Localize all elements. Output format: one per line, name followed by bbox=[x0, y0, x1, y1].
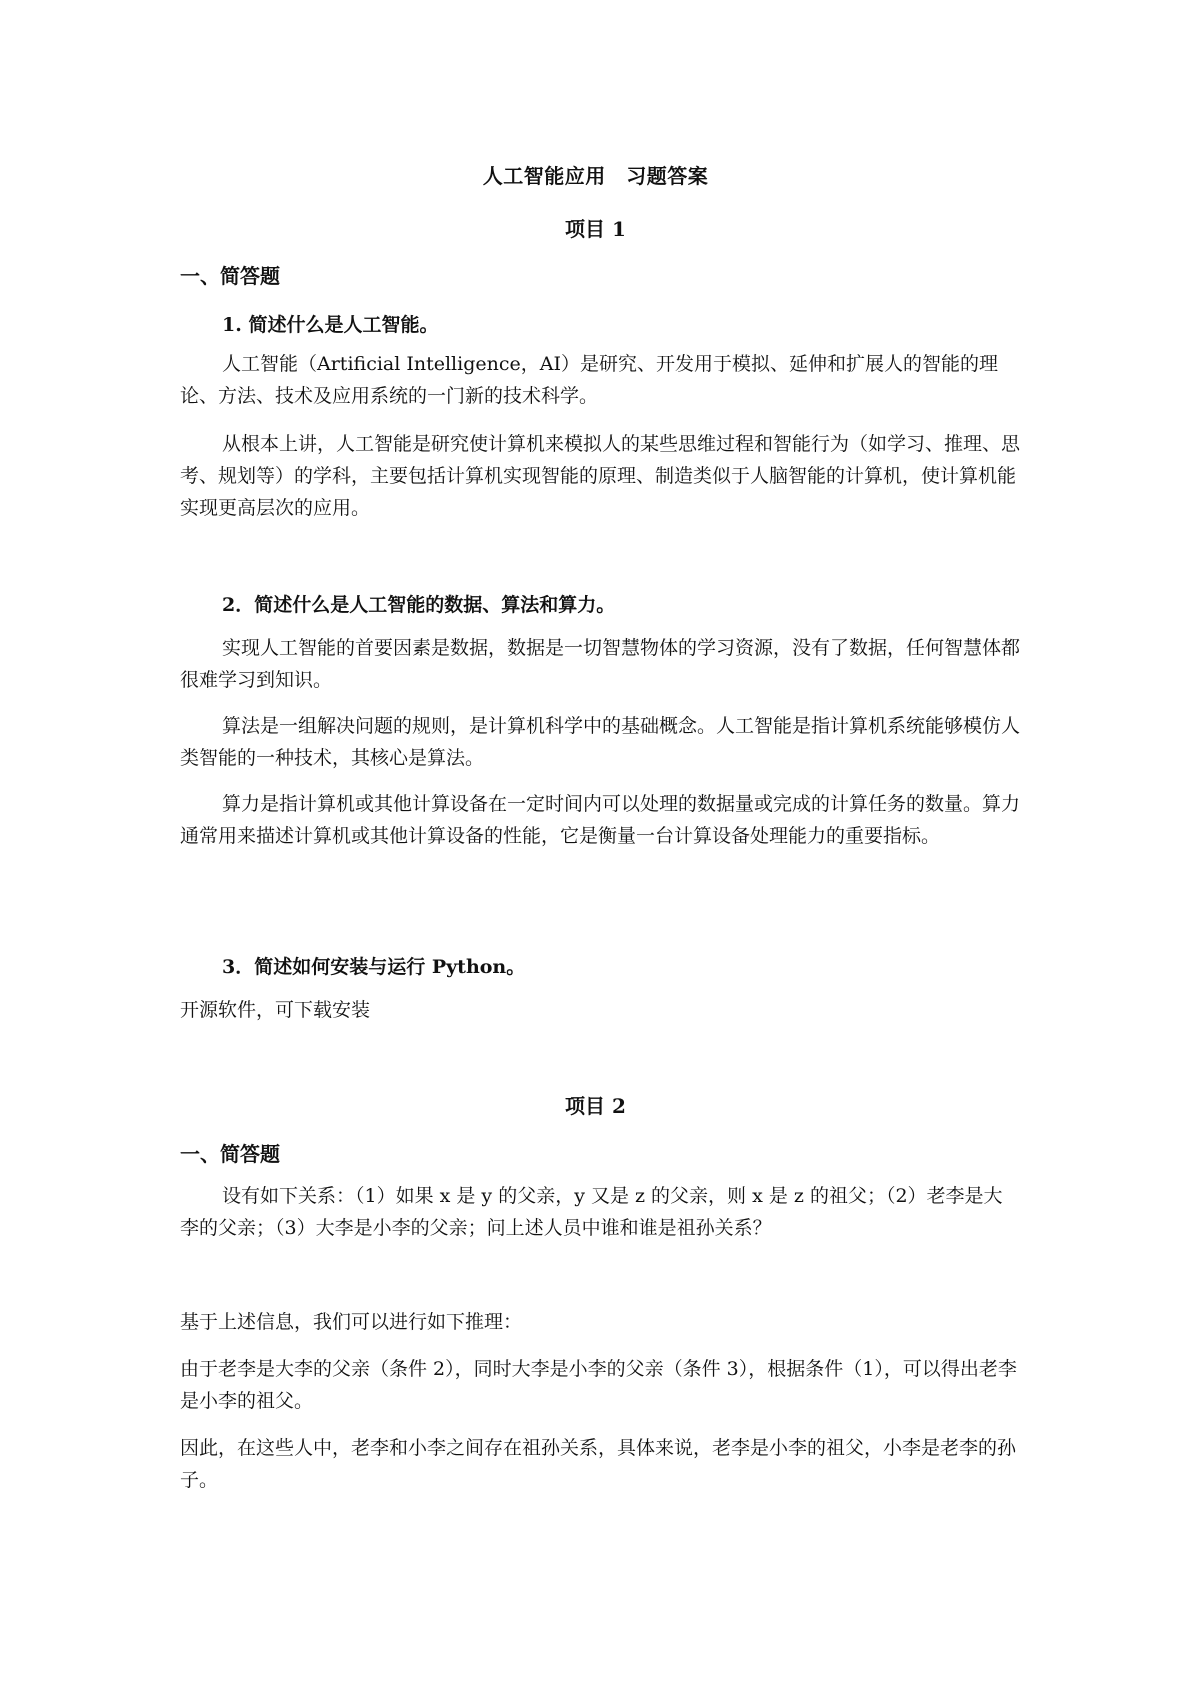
project-2-answer-paragraph: 因此，在这些人中，老李和小李之间存在祖孙关系，具体来说，老李是小李的祖父，小李是老李的孙子。 bbox=[180, 1437, 1017, 1491]
question-3-title: 3．简述如何安装与运行 Python。 bbox=[222, 956, 526, 978]
document-title: 人工智能应用 习题答案 bbox=[482, 164, 709, 188]
question-1-answer-paragraph: 人工智能（Artificial Intelligence，AI）是研究、开发用于模拟、延伸和扩展人的智能的理论、方法、技术及应用系统的一门新的技术科学。 bbox=[180, 353, 998, 407]
question-2-title: 2．简述什么是人工智能的数据、算法和算力。 bbox=[222, 594, 616, 616]
question-3-answer: 开源软件，可下载安装 bbox=[180, 999, 371, 1021]
question-2-answer-paragraph: 算法是一组解决问题的规则，是计算机科学中的基础概念。人工智能是指计算机系统能够模仿人类智能的一种技术，其核心是算法。 bbox=[180, 715, 1021, 769]
project-1-section-heading: 一、简答题 bbox=[180, 264, 280, 288]
project-2-question: 设有如下关系：（1）如果 x 是 y 的父亲，y 又是 z 的父亲，则 x 是 z 的祖父；（2）老李是大李的父亲；（3）大李是小李的父亲；问上述人员中谁和谁是祖孙关系？ bbox=[180, 1185, 1003, 1239]
question-2-answer-paragraph: 算力是指计算机或其他计算设备在一定时间内可以处理的数据量或完成的计算任务的数量。算力通常用来描述计算机或其他计算设备的性能，它是衡量一台计算设备处理能力的重要指标。 bbox=[180, 793, 1021, 847]
project-2-answer-paragraph: 由于老李是大李的父亲（条件 2），同时大李是小李的父亲（条件 3），根据条件（1），可以得出老李是小李的祖父。 bbox=[180, 1358, 1017, 1412]
project-1-heading: 项目 1 bbox=[565, 217, 626, 241]
question-1-title: 1. 简述什么是人工智能。 bbox=[222, 314, 439, 336]
project-2-heading: 项目 2 bbox=[565, 1094, 626, 1118]
question-1-answer-paragraph: 从根本上讲，人工智能是研究使计算机来模拟人的某些思维过程和智能行为（如学习、推理、思考、规划等）的学科，主要包括计算机实现智能的原理、制造类似于人脑智能的计算机，使计算机能实现更高层次的应用。 bbox=[180, 433, 1021, 519]
project-2-answer-paragraph: 基于上述信息，我们可以进行如下推理： bbox=[180, 1311, 523, 1333]
project-2-section-heading: 一、简答题 bbox=[180, 1142, 280, 1166]
question-2-answer-paragraph: 实现人工智能的首要因素是数据，数据是一切智慧物体的学习资源，没有了数据，任何智慧体都很难学习到知识。 bbox=[180, 637, 1021, 691]
